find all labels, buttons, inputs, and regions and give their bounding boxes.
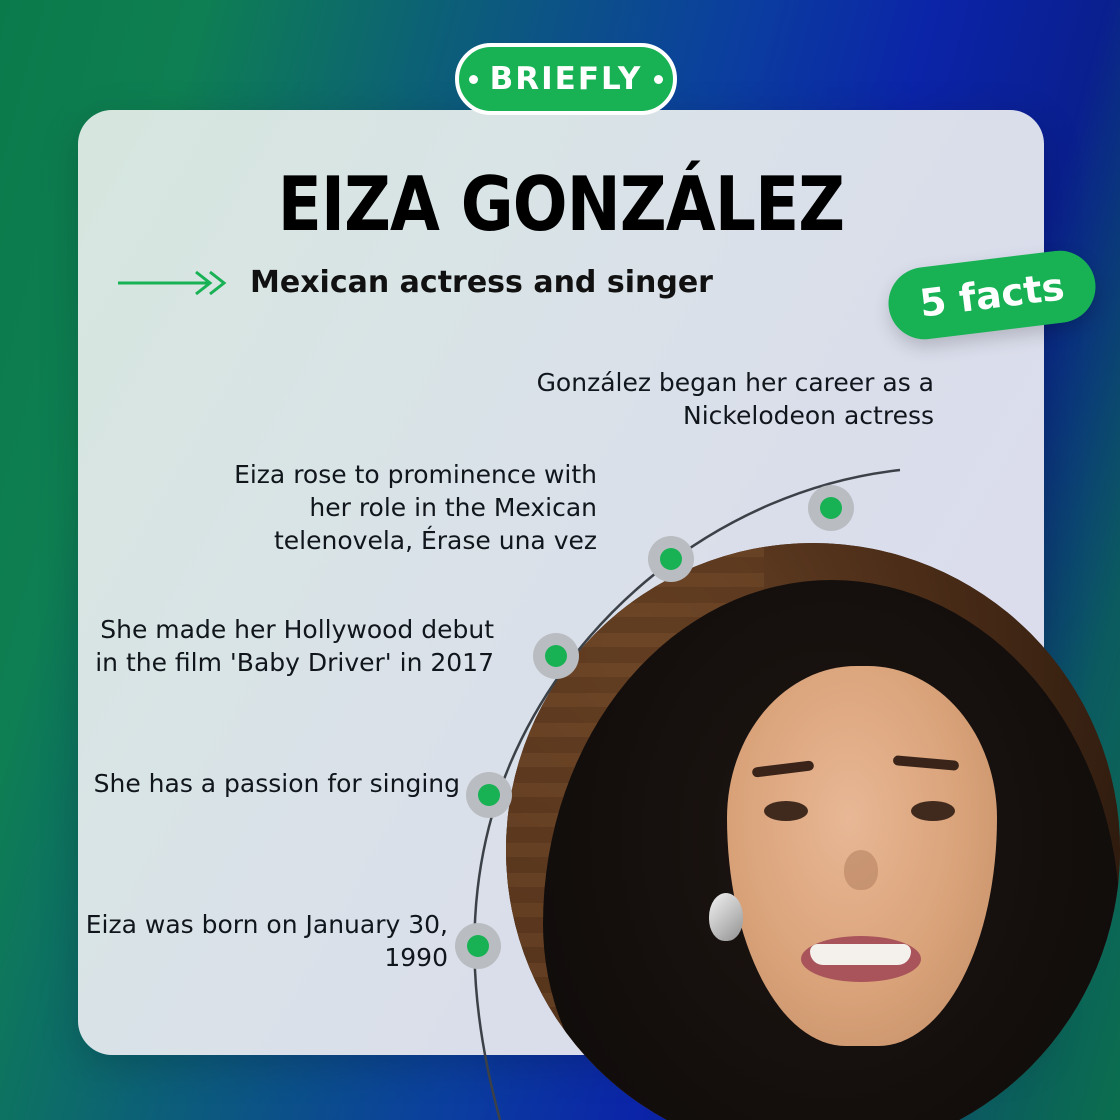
- arrow-right-double-icon: [116, 269, 236, 297]
- fact-node-4[interactable]: [466, 772, 512, 818]
- fact-node-3[interactable]: [533, 633, 579, 679]
- portrait-photo: [506, 543, 1120, 1120]
- portrait-eye-left: [764, 801, 808, 821]
- portrait-mouth: [801, 936, 921, 982]
- fact-node-2[interactable]: [648, 536, 694, 582]
- fact-node-1[interactable]: [808, 485, 854, 531]
- brand-dot-left: [469, 75, 478, 84]
- page-subtitle: Mexican actress and singer: [250, 265, 713, 300]
- subtitle-row: [78, 265, 878, 300]
- fact-text-2: Eiza rose to prominence with her role in the Mexican telenovela, Érase una vez: [234, 460, 597, 555]
- portrait-earring: [709, 893, 743, 941]
- page-title: EIZA GONZÁLEZ: [277, 160, 845, 248]
- fact-node-5[interactable]: [455, 923, 501, 969]
- fact-text-3: She made her Hollywood debut in the film 'Baby Driver' in 2017: [95, 615, 494, 677]
- portrait-eye-right: [911, 801, 955, 821]
- portrait-nose: [844, 850, 878, 890]
- brand-name: BRIEFLY: [489, 61, 643, 97]
- facts-count-label: 5 facts: [917, 264, 1067, 326]
- brand-badge: [455, 43, 677, 115]
- fact-text-4: She has a passion for singing: [93, 769, 460, 798]
- portrait-teeth: [810, 944, 911, 965]
- brand-dot-right: [654, 75, 663, 84]
- fact-text-1: González began her career as a Nickelodeon actress: [536, 368, 934, 430]
- fact-text-5: Eiza was born on January 30, 1990: [85, 910, 448, 972]
